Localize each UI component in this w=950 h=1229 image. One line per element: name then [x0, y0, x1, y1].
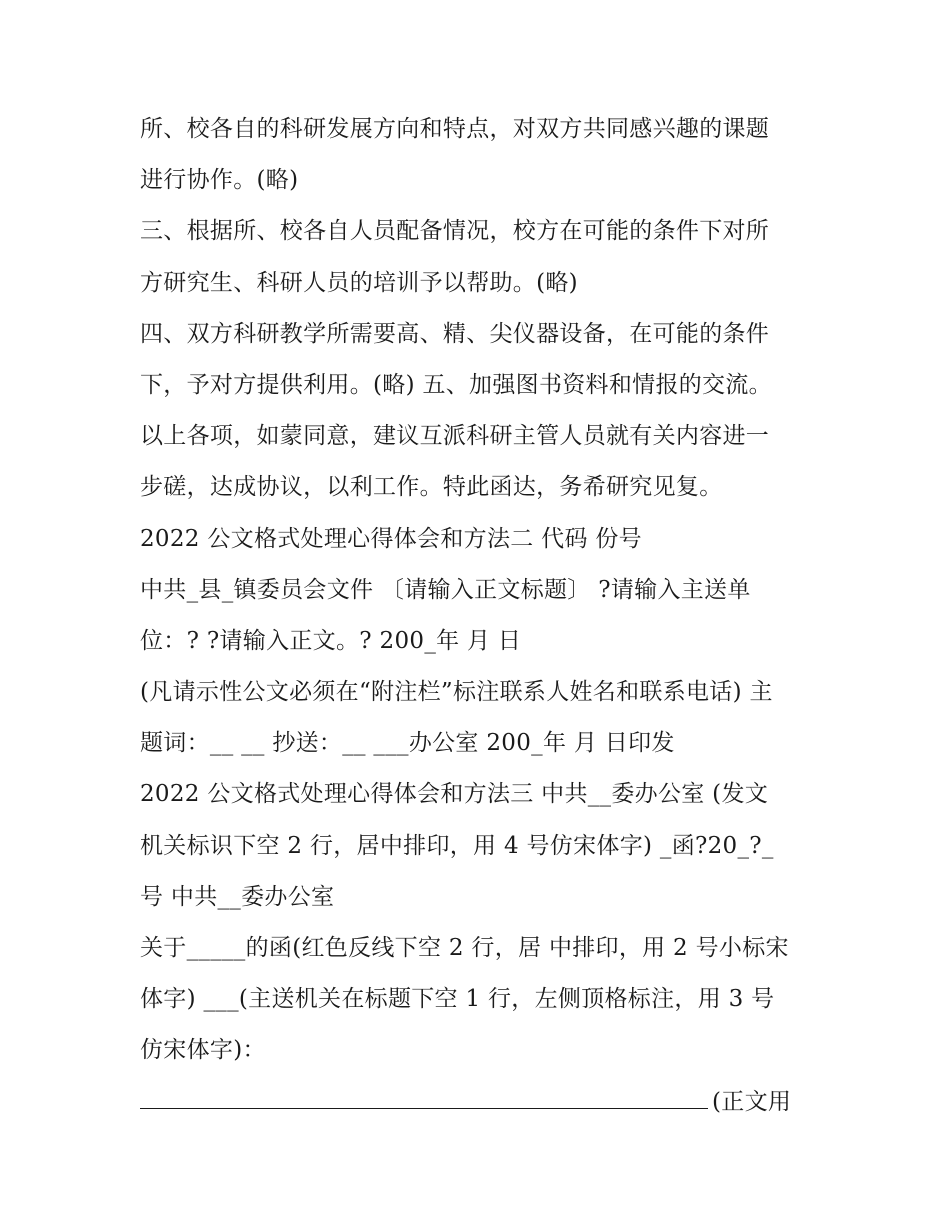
- text-line: 四、双方科研教学所需要高、精、尖仪器设备，在可能的条件: [140, 320, 770, 347]
- text-line: 下，予对方提供利用。(略) 五、加强图书资料和情报的交流。: [140, 371, 772, 398]
- text-line: 中共_县_镇委员会文件 〔请输入正文标题〕 ?请输入主送单: [140, 576, 751, 603]
- text-line: 题词：__ __ 抄送：__ ___办公室 200_年 月 日印发: [140, 730, 675, 757]
- underline-fill-line: [140, 1077, 830, 1128]
- text-line: 方研究生、科研人员的培训予以帮助。(略): [140, 269, 578, 296]
- text-line: (凡请示性公文必须在“附注栏”标注联系人姓名和联系电话) 主: [140, 679, 773, 706]
- text-line: 体字) ___(主送机关在标题下空 1 行，左侧顶格标注，用 3 号: [140, 986, 775, 1013]
- text-line: 号 中共__委办公室: [140, 883, 335, 910]
- text-line: 2022 公文格式处理心得体会和方法三 中共__委办公室 (发文: [140, 781, 769, 808]
- text-line: 仿宋体字)：: [140, 1037, 266, 1064]
- text-line: 所、校各自的科研发展方向和特点，对双方共同感兴趣的课题: [140, 116, 770, 142]
- text-line: 三、根据所、校各自人员配备情况，校方在可能的条件下对所: [140, 218, 770, 245]
- text-line: 步磋，达成协议，以利工作。特此函达，务希研究见复。: [140, 474, 723, 501]
- text-line: 2022 公文格式处理心得体会和方法二 代码 份号: [140, 525, 642, 552]
- document-body: [140, 104, 830, 1128]
- text-line: 位：? ?请输入正文。? 200_年 月 日: [140, 627, 522, 654]
- text-line: 关于_____的函(红色反线下空 2 行，居 中排印，用 2 号小标宋: [140, 935, 789, 961]
- text-line: 机关标识下空 2 行，居中排印，用 4 号仿宋体字) _函?20_?_: [140, 832, 774, 859]
- blank-underline: [140, 1078, 708, 1109]
- text-line: 进行协作。(略): [140, 167, 299, 194]
- text-line: 以上各项，如蒙同意，建议互派科研主管人员就有关内容进一: [140, 423, 770, 450]
- text-fragment: (正文用: [712, 1088, 792, 1115]
